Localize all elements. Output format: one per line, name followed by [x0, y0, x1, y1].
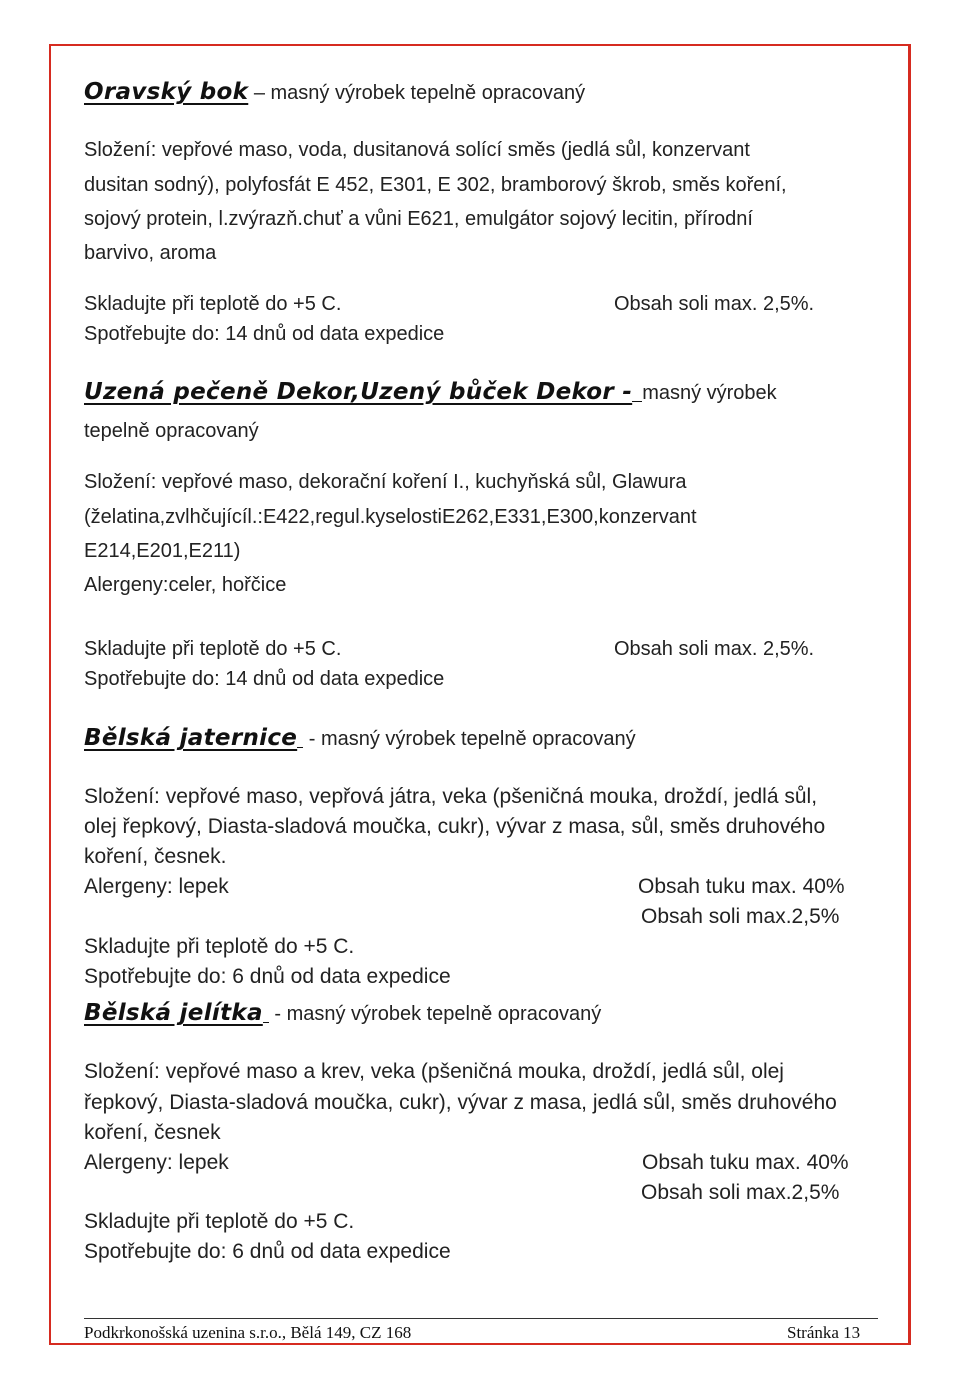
salt-content: Obsah soli max. 2,5%. — [614, 293, 815, 315]
storage-text: Skladujte při teplotě do +5 C. — [84, 293, 342, 315]
use-by-text: Spotřebujte do: 6 dnů od data expedice — [84, 965, 451, 988]
composition-line: Složení: vepřové maso, vepřová játra, veka (pšeničná mouka, droždí, jedlá sůl, — [84, 785, 818, 808]
product-subtitle-line2: tepelně opracovaný — [84, 420, 259, 442]
allergens-text: Alergeny: lepek — [84, 875, 229, 898]
product-heading — [84, 726, 636, 751]
composition-line: koření, česnek — [84, 1121, 221, 1144]
composition-line: sojový protein, l.zvýrazň.chuť a vůni E621, emulgátor sojový lecitin, přírodní — [84, 208, 753, 230]
composition-line: barvivo, aroma — [84, 242, 217, 264]
product-subtitle: masný výrobek — [642, 382, 777, 404]
composition-line: koření, česnek. — [84, 845, 227, 868]
footer-company: Podkrkonošská uzenina s.r.o., Bělá 149, CZ 168 — [84, 1323, 412, 1342]
product-subtitle: - masný výrobek tepelně opracovaný — [268, 1003, 602, 1025]
use-by-text: Spotřebujte do: 14 dnů od data expedice — [84, 668, 445, 690]
allergens-text: Alergeny:celer, hořčice — [84, 574, 287, 596]
composition-line: (želatina,zvlhčujícíl.:E422,regul.kyselostiE262,E331,E300,konzervant — [84, 506, 697, 528]
footer-divider — [84, 1318, 878, 1319]
storage-text: Skladujte při teplotě do +5 C. — [84, 935, 355, 958]
fat-content: Obsah tuku max. 40% — [638, 875, 845, 898]
composition-line: E214,E201,E211) — [84, 540, 241, 562]
composition-line: řepkový, Diasta-sladová moučka, cukr), vývar z masa, jedlá sůl, směs druhového — [84, 1091, 837, 1114]
product-title: Bělská jaternice — [84, 725, 298, 751]
composition-line: olej řepkový, Diasta-sladová moučka, cukr), vývar z masa, sůl, směs druhového — [84, 815, 826, 838]
fat-content: Obsah tuku max. 40% — [642, 1151, 849, 1174]
allergens-text: Alergeny: lepek — [84, 1151, 229, 1174]
title-underline — [632, 377, 642, 402]
salt-content: Obsah soli max.2,5% — [641, 905, 840, 928]
page-border — [49, 44, 911, 1345]
composition-line: Složení: vepřové maso, dekorační koření I., kuchyňská sůl, Glawura — [84, 471, 687, 493]
product-heading — [84, 1001, 601, 1026]
salt-content: Obsah soli max.2,5% — [641, 1181, 840, 1204]
composition-line: dusitan sodný), polyfosfát E 452, E301, E 302, bramborový škrob, směs koření, — [84, 174, 787, 196]
product-title: Uzená pečeně Dekor,Uzený bůček Dekor - — [84, 379, 633, 405]
product-subtitle: - masný výrobek tepelně opracovaný — [303, 728, 636, 750]
salt-content: Obsah soli max. 2,5%. — [614, 638, 815, 660]
product-heading — [84, 380, 777, 405]
storage-text: Skladujte při teplotě do +5 C. — [84, 638, 342, 660]
product-heading — [84, 80, 585, 105]
product-subtitle: – masný výrobek tepelně opracovaný — [248, 82, 586, 104]
composition-line: Složení: vepřové maso a krev, veka (pšeničná mouka, droždí, jedlá sůl, olej — [84, 1060, 784, 1083]
use-by-text: Spotřebujte do: 6 dnů od data expedice — [84, 1240, 451, 1263]
footer-page-number: Stránka 13 — [787, 1323, 861, 1342]
composition-line: Složení: vepřové maso, voda, dusitanová solící směs (jedlá sůl, konzervant — [84, 139, 750, 161]
product-title: Oravský bok — [84, 79, 249, 105]
use-by-text: Spotřebujte do: 14 dnů od data expedice — [84, 323, 445, 345]
product-title: Bělská jelítka — [84, 1000, 263, 1026]
storage-text: Skladujte při teplotě do +5 C. — [84, 1210, 355, 1233]
